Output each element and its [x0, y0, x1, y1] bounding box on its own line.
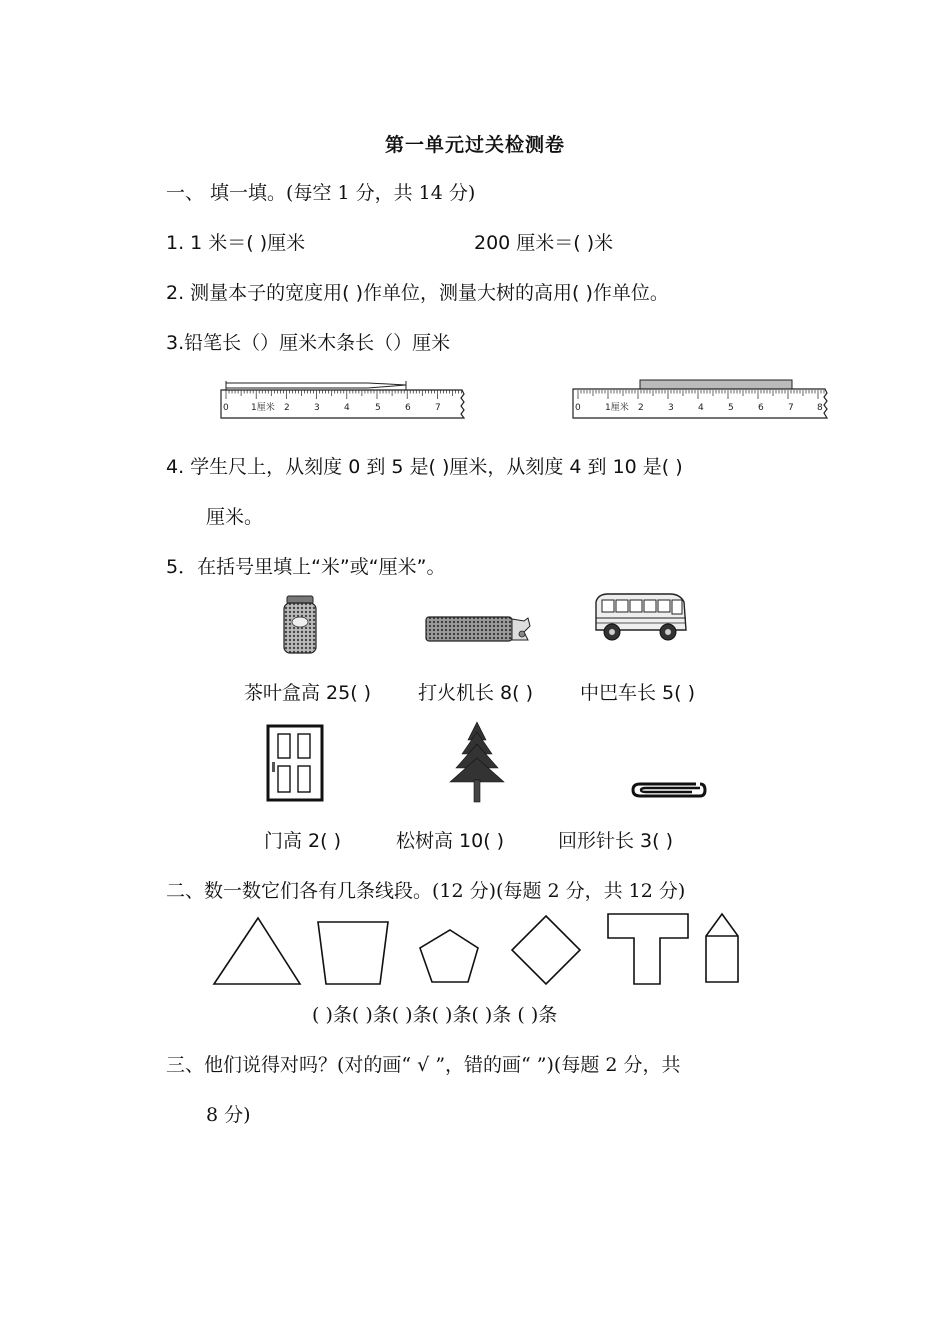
t-shape [608, 914, 688, 984]
question-3: 3.铅笔长（）厘米木条长（）厘米 [166, 332, 451, 354]
question-4-line1: 4. 学生尺上，从刻度 0 到 5 是( )厘米，从刻度 4 到 10 是( ) [166, 456, 683, 478]
question-4-line2: 厘米。 [206, 506, 264, 528]
ruler1-tick-label: 0 [223, 403, 229, 413]
page-title: 第一单元过关检测卷 [384, 134, 565, 156]
minibus-picture [590, 590, 692, 646]
paper-clip-picture [630, 778, 708, 802]
section2-heading: 二、数一数它们各有几条线段。(12 分)(每题 2 分，共 12 分) [166, 880, 686, 902]
shapes-figure [208, 906, 768, 990]
diamond-shape [512, 916, 580, 984]
ruler1-tick-label: 1厘米 [251, 403, 275, 413]
question-2: 2. 测量本子的宽度用( )作单位，测量大树的高用( )作单位。 [166, 282, 669, 304]
section1-heading: 一、 填一填。(每空 1 分，共 14 分) [166, 182, 476, 204]
pine-tree-picture [444, 720, 510, 804]
section3-heading: 三、他们说得对吗？(对的画“ √ ”，错的画“ ”)(每题 2 分，共 [166, 1054, 681, 1076]
house-shape [706, 914, 738, 982]
ruler2-tick-label: 3 [668, 403, 674, 413]
ruler2-tick-label: 1厘米 [605, 403, 629, 413]
ruler1-tick-label: 5 [375, 403, 381, 413]
ruler2-tick-label: 5 [728, 403, 734, 413]
door-picture [266, 724, 326, 802]
section2-answers: ( )条( )条( )条( )条( )条 ( )条 [312, 1004, 558, 1026]
lighter-picture [424, 612, 536, 646]
ruler1-tick-label: 7 [435, 403, 441, 413]
item-minibus: 中巴车长 5( ) [580, 682, 695, 704]
ruler2-tick-label: 2 [638, 403, 644, 413]
item-tea-box: 茶叶盒高 25( ) [244, 682, 372, 704]
ruler2-tick-label: 6 [758, 403, 764, 413]
ruler2-tick-label: 8 [817, 403, 823, 413]
ruler1-tick-label: 6 [405, 403, 411, 413]
ruler-wood-figure [570, 378, 832, 424]
ruler2-tick-label: 7 [788, 403, 794, 413]
item-paper-clip: 回形针长 3( ) [558, 830, 673, 852]
ruler1-tick-label: 4 [344, 403, 350, 413]
ruler1-tick-label: 3 [314, 403, 320, 413]
tea-box-picture [280, 594, 320, 658]
question-1b: 200 厘米＝( )米 [474, 232, 614, 254]
ruler2-tick-label: 0 [575, 403, 581, 413]
ruler2-tick-label: 4 [698, 403, 704, 413]
ruler1-tick-label: 2 [284, 403, 290, 413]
ruler-pencil-figure [218, 378, 470, 424]
trapezoid-shape [318, 922, 388, 984]
pentagon-shape [420, 930, 478, 982]
item-lighter: 打火机长 8( ) [418, 682, 533, 704]
question-1a: 1. 1 米＝( )厘米 [166, 232, 306, 254]
triangle-shape [214, 918, 300, 984]
section3-heading-cont: 8 分) [206, 1104, 251, 1126]
item-door: 门高 2( ) [264, 830, 341, 852]
item-pine-tree: 松树高 10( ) [396, 830, 505, 852]
question-5: 5．在括号里填上“米”或“厘米”。 [166, 556, 446, 578]
